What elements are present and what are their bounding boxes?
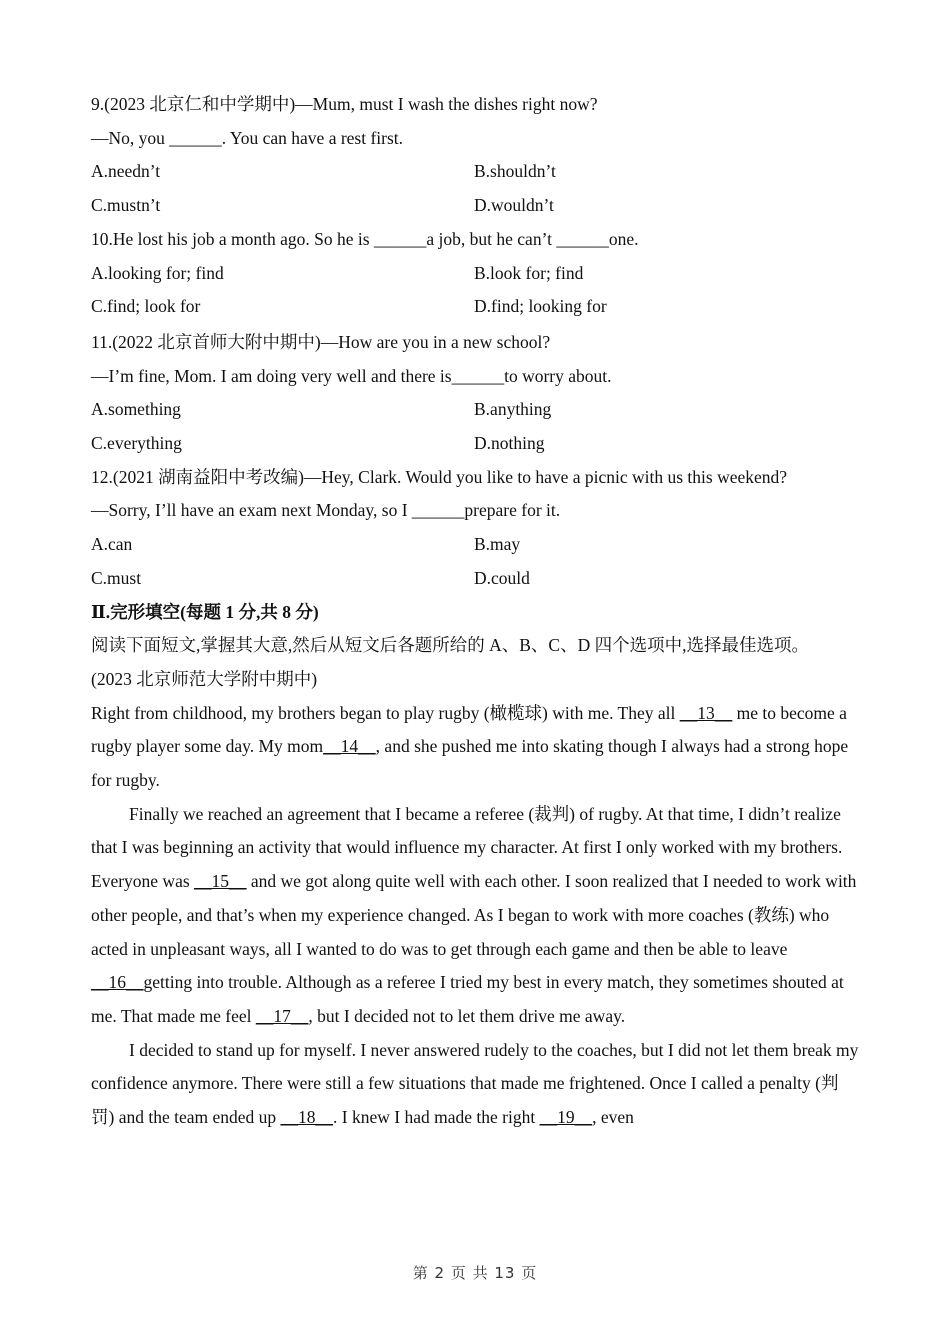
- question-11-stem: 11.(2022 北京首师大附中期中)—How are you in a new school?: [91, 331, 551, 352]
- question-9-options-row-1: [91, 155, 861, 189]
- passage-text: and we got along quite well with each other. I soon realized that I needed to work with other people, and that’s when my experience changed. As I began to work with more coaches (教练) who acted in unpleasant ways, all I wanted to do was to get through each game and then be able to leave: [91, 871, 857, 959]
- passage: [91, 697, 861, 1135]
- passage-text: , but I decided not to let them drive me away.: [308, 1005, 626, 1026]
- option-b: B.anything: [474, 399, 552, 420]
- question-11-options-row-1: [91, 393, 861, 427]
- option-a: A.can: [91, 534, 133, 555]
- question-12-stem: 12.(2021 湖南益阳中考改编)—Hey, Clark. Would you like to have a picnic with us this weekend?: [91, 466, 788, 487]
- option-a: A.looking for; find: [91, 262, 224, 283]
- blank-15: __15__: [194, 871, 247, 892]
- question-12-response: —Sorry, I’ll have an exam next Monday, so I ______prepare for it.: [91, 500, 561, 521]
- page-footer: 第 2 页 共 13 页: [412, 1264, 538, 1282]
- option-b: B.shouldn’t: [474, 161, 556, 182]
- section-instructions: 阅读下面短文,掌握其大意,然后从短文后各题所给的 A、B、C、D 四个选项中,选择最佳选项。: [91, 635, 809, 656]
- option-c: C.everything: [91, 433, 182, 454]
- passage-text: . I knew I had made the right: [333, 1107, 540, 1128]
- section-title: Ⅱ.完形填空(每题 1 分,共 8 分): [91, 601, 319, 622]
- question-10-options-row-2: [91, 290, 861, 324]
- question-12-options-row-1: [91, 528, 861, 562]
- blank-18: __18__: [280, 1107, 334, 1128]
- option-a: A.something: [91, 399, 181, 420]
- option-d: D.find; looking for: [474, 296, 607, 317]
- blank-14: __14__: [323, 736, 376, 757]
- question-10-options-row-1: [91, 257, 861, 291]
- passage-text: Finally we reached an agreement that I became a referee (裁判) of rugby. At that time, I didn’t realize that I was beginning an activity that would influence my character. At first I only worked with my brothers. Everyone was: [91, 803, 843, 892]
- passage-text: I decided to stand up for myself. I never answered rudely to the coaches, but I did not let them break my confidence anymore. There were still a few situations that made me frightened. Once I called a penalty (判罚) and the team ended up: [91, 1039, 859, 1128]
- option-b: B.may: [474, 534, 521, 555]
- option-a: A.needn’t: [91, 161, 161, 182]
- passage-paragraph-3: [91, 1034, 861, 1135]
- blank-17: __17__: [255, 1005, 309, 1026]
- option-d: D.could: [474, 567, 530, 588]
- option-c: C.mustn’t: [91, 195, 161, 216]
- passage-text: , even: [592, 1107, 634, 1128]
- option-c: C.must: [91, 567, 142, 588]
- blank-13: __13__: [679, 702, 733, 723]
- passage-paragraph-1: [91, 697, 861, 798]
- blank-16: __16__: [91, 972, 144, 993]
- option-d: D.wouldn’t: [474, 195, 554, 216]
- question-12-options-row-2: [91, 562, 861, 596]
- question-10-stem: 10.He lost his job a month ago. So he is ______a job, but he can’t ______one.: [91, 228, 639, 249]
- passage-text: me to become a rugby player some day. My mom: [91, 702, 847, 757]
- option-d: D.nothing: [474, 433, 545, 454]
- blank-19: __19__: [539, 1107, 593, 1128]
- question-11-response: —I’m fine, Mom. I am doing very well and there is______to worry about.: [91, 365, 612, 386]
- question-11-options-row-2: [91, 427, 861, 461]
- question-9-stem: 9.(2023 北京仁和中学期中)—Mum, must I wash the dishes right now?: [91, 94, 598, 114]
- passage-text: , and she pushed me into skating though I always had a strong hope for rugby.: [91, 736, 849, 791]
- passage-text: getting into trouble. Although as a referee I tried my best in every match, they sometimes shouted at me. That made me feel: [91, 972, 844, 1026]
- document-page: [91, 88, 861, 1135]
- passage-text: Right from childhood, my brothers began to play rugby (橄榄球) with me. They all: [91, 702, 680, 723]
- question-9-response: —No, you ______. You can have a rest first.: [91, 127, 404, 148]
- passage-paragraph-2: [91, 798, 861, 1034]
- option-b: B.look for; find: [474, 262, 584, 283]
- question-9-options-row-2: [91, 189, 861, 223]
- option-c: C.find; look for: [91, 296, 201, 317]
- passage-source: (2023 北京师范大学附中期中): [91, 668, 318, 689]
